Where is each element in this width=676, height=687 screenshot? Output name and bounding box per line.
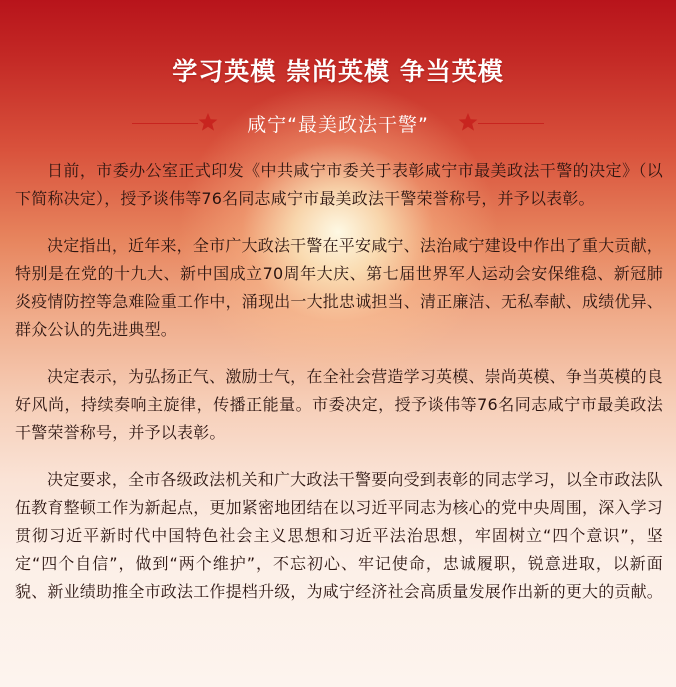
subtitle-banner <box>0 108 676 138</box>
article-body <box>15 157 663 625</box>
decorative-line-left <box>132 123 198 124</box>
decorative-line-right <box>478 123 544 124</box>
paragraph: 决定指出，近年来，全市广大政法干警在平安咸宁、法治咸宁建设中作出了重大贡献，特别是在党的十九大、新中国成立70周年大庆、第七届世界军人运动会安保维稳、新冠肺炎疫情防控等急难险重工作中，涌现出一大批忠诚担当、清正廉洁、无私奉献、成绩优异、群众公认的先进典型。 <box>15 236 664 339</box>
paragraph: 决定表示，为弘扬正气、激励士气，在全社会营造学习英模、崇尚英模、争当英模的良好风尚，持续奏响主旋律，传播正能量。市委决定，授予谈伟等76名同志咸宁市最美政法干警荣誉称号，并予以表彰。 <box>15 367 663 442</box>
page-title: 学习英模 崇尚英模 争当英模 <box>172 57 504 86</box>
paragraph: 日前，市委办公室正式印发《中共咸宁市委关于表彰咸宁市最美政法干警的决定》（以下简称决定），授予谈伟等76名同志咸宁市最美政法干警荣誉称号，并予以表彰。 <box>15 161 663 208</box>
paragraph: 决定要求，全市各级政法机关和广大政法干警要向受到表彰的同志学习，以全市政法队伍教育整顿工作为新起点，更加紧密地团结在以习近平同志为核心的党中央周围，深入学习贯彻习近平新时代中国特色社会主义思想和习近平法治思想，牢固树立“四个意识”，坚定“四个自信”，做到“两个维护”，不忘初心、牢记使命，忠诚履职，锐意进取，以新面貌、新业绩助推全市政法工作提档升级，为咸宁经济社会高质量发展作出新的更大的贡献。 <box>15 470 664 601</box>
page-subtitle: 咸宁“最美政法干警” <box>247 114 429 136</box>
star-icon <box>458 112 478 132</box>
star-icon <box>198 112 218 132</box>
